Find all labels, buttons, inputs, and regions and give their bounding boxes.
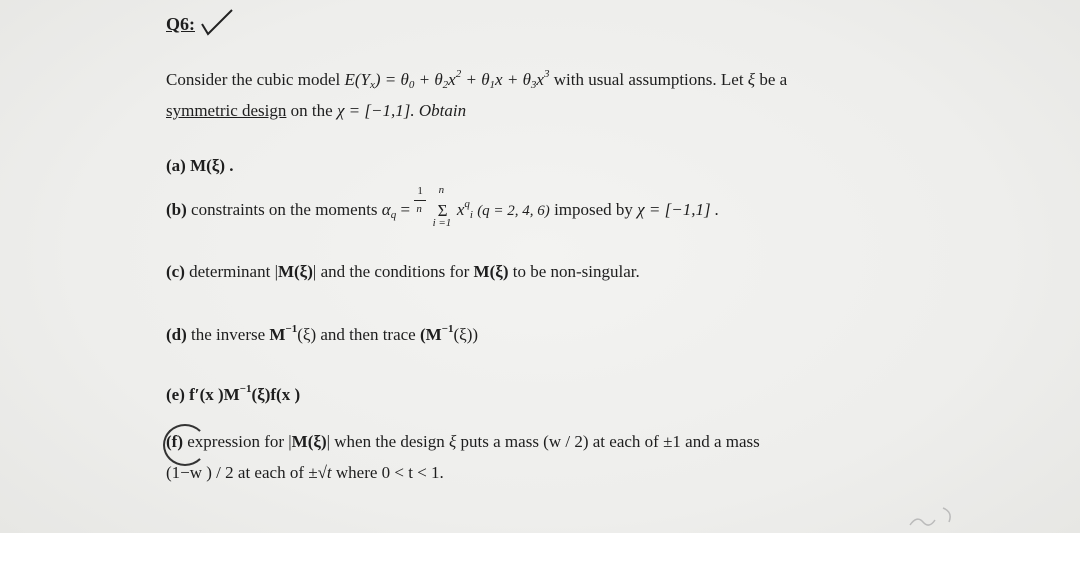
part-c	[166, 262, 640, 282]
part-f-matrix: M(ξ)	[291, 432, 327, 451]
intro-text-c: be a	[759, 70, 788, 89]
model-sub: x	[369, 79, 375, 91]
part-d-label: (d)	[166, 325, 187, 344]
equals-sign: =	[400, 200, 411, 219]
x-sub: i	[469, 209, 473, 221]
question-label: Q6:	[166, 14, 195, 34]
sigma-symbol: Σ	[437, 201, 448, 221]
x-sup: q	[464, 198, 470, 210]
part-c-text-c: to be non-singular.	[512, 262, 640, 281]
fraction-denominator: n	[416, 203, 422, 216]
part-a-label: (a)	[166, 156, 186, 175]
sum-upper: n	[438, 184, 445, 197]
part-f-label: (f)	[166, 432, 183, 451]
part-f-line-2	[166, 463, 444, 483]
part-f-text-b: | when the design	[326, 432, 445, 451]
part-d-matrix: M	[269, 325, 286, 344]
part-f-line-1: (f) expression for |M(ξ)| when the design ξ puts a mass (w / 2) at each of ±1 and a mass	[166, 432, 760, 451]
part-b-text: constraints on the moments	[191, 200, 378, 219]
part-d-xi: (ξ)	[297, 325, 317, 344]
part-f-sqrt: ±√t	[308, 463, 332, 482]
part-f-text-a: expression for |	[187, 432, 292, 451]
part-d-trace-end: (ξ))	[453, 325, 479, 344]
sum-lower: i =1	[432, 217, 452, 230]
intro-text-b: with usual assumptions. Let	[553, 70, 744, 89]
part-b	[166, 184, 720, 230]
part-f-line2-a: (1−w ) / 2 at each of	[166, 463, 304, 482]
alpha-symbol: α	[381, 200, 391, 219]
checkmark-icon	[200, 8, 236, 36]
part-c-text-b: | and the conditions for	[312, 262, 470, 281]
part-f-line2-b: where 0 < t < 1.	[335, 463, 444, 482]
fraction-numerator: 1	[417, 185, 423, 198]
intro-text: Consider the cubic model	[166, 70, 341, 89]
xi-symbol: ξ	[747, 70, 756, 89]
alpha-sub: q	[390, 209, 397, 221]
intro-text-d: on the	[290, 101, 333, 120]
part-f-text-c: puts a mass (w / 2) at each of ±1 and a mass	[460, 432, 760, 451]
summation	[432, 184, 453, 230]
part-d-trace: (M	[419, 325, 442, 344]
part-d-trace-sup: −1	[441, 323, 454, 335]
part-b-label: (b)	[166, 200, 187, 219]
part-d	[166, 323, 478, 345]
page-margin	[0, 533, 1080, 563]
symmetric-design-text: symmetric design	[166, 101, 287, 120]
part-d-text-a: the inverse	[191, 325, 266, 344]
pencil-scribble-icon	[905, 500, 965, 530]
q-values: (q = 2, 4, 6)	[477, 203, 550, 219]
part-e-sup: −1	[239, 383, 252, 395]
model-rest: ) = θ	[374, 70, 409, 89]
intro-line-1: Consider the cubic model $E(Y_x) = \theta_0 + \theta_2x^2 + \theta_1x + \theta_3x^3$ with usual assumptions. Let ξ be a	[166, 68, 788, 91]
x-variable: x	[456, 200, 465, 219]
part-c-text-a: determinant |	[189, 262, 278, 281]
part-e-text-b: (ξ)f(x )	[251, 385, 301, 404]
part-c-matrix: M(ξ)	[277, 262, 313, 281]
part-b-tail: imposed by	[554, 200, 633, 219]
part-a-text: M(ξ) .	[190, 156, 234, 175]
design-space: χ = [−1,1]. Obtain	[336, 101, 467, 120]
part-b-domain: χ = [−1,1] .	[637, 200, 720, 219]
part-e	[166, 383, 300, 405]
model-expression: E(Y	[344, 70, 370, 89]
part-c-label: (c)	[166, 262, 185, 281]
part-c-matrix-2: M(ξ)	[473, 262, 509, 281]
part-d-sup: −1	[285, 323, 298, 335]
part-d-text-b: and then trace	[320, 325, 416, 344]
intro-line-2	[166, 101, 466, 121]
part-e-text-a: f′(x )M	[189, 385, 240, 404]
fraction	[414, 185, 428, 221]
part-a	[166, 156, 234, 176]
part-e-label: (e)	[166, 385, 185, 404]
